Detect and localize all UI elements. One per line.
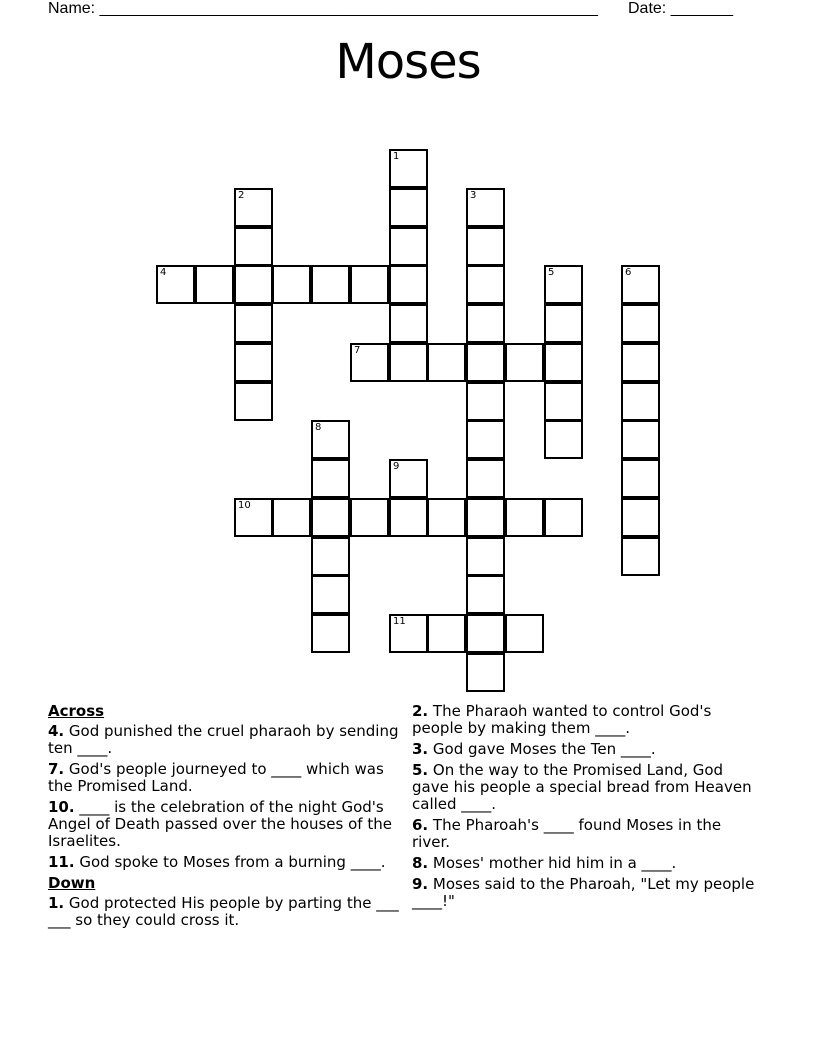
- grid-cell[interactable]: [389, 149, 428, 188]
- grid-cell[interactable]: [427, 343, 466, 382]
- cell-number: 11: [393, 616, 406, 627]
- grid-cell[interactable]: [350, 343, 389, 382]
- clue-across: [48, 854, 406, 871]
- clue-across: [48, 799, 406, 850]
- down-heading: Down: [48, 874, 96, 892]
- grid-cell[interactable]: [544, 265, 583, 304]
- grid-cell[interactable]: [389, 304, 428, 343]
- grid-cell[interactable]: [466, 343, 505, 382]
- clue-number: 8.: [412, 854, 429, 872]
- clue-down: [412, 876, 762, 910]
- clue-number: 6.: [412, 816, 429, 834]
- grid-cell[interactable]: [311, 498, 350, 537]
- grid-cell[interactable]: [466, 653, 505, 692]
- grid-cell[interactable]: [466, 498, 505, 537]
- grid-cell[interactable]: [389, 227, 428, 266]
- clue-down: [48, 895, 406, 929]
- cell-number: 2: [238, 190, 245, 201]
- grid-cell[interactable]: [311, 575, 350, 614]
- clue-text: The Pharoah's ____ found Moses in the river.: [412, 816, 722, 851]
- clue-number: 10.: [48, 798, 75, 816]
- grid-cell[interactable]: [466, 420, 505, 459]
- grid-cell[interactable]: [350, 498, 389, 537]
- clues-left-column: [48, 703, 406, 933]
- grid-cell[interactable]: [427, 614, 466, 653]
- date-field-label: Date: _______: [628, 0, 733, 17]
- grid-cell[interactable]: [544, 343, 583, 382]
- grid-cell[interactable]: [234, 304, 273, 343]
- grid-cell[interactable]: [505, 343, 544, 382]
- grid-cell[interactable]: [350, 265, 389, 304]
- clue-across: [48, 723, 406, 757]
- clues-right-column: [412, 703, 762, 914]
- grid-cell[interactable]: [466, 459, 505, 498]
- clue-number: 7.: [48, 760, 65, 778]
- grid-cell[interactable]: [389, 188, 428, 227]
- grid-cell[interactable]: [311, 420, 350, 459]
- cell-number: 4: [160, 267, 167, 278]
- grid-cell[interactable]: [621, 382, 660, 421]
- grid-cell[interactable]: [272, 265, 311, 304]
- clue-text: God punished the cruel pharaoh by sending ten ____.: [48, 722, 399, 757]
- grid-cell[interactable]: [544, 382, 583, 421]
- grid-cell[interactable]: [234, 188, 273, 227]
- clue-down: [412, 762, 762, 813]
- grid-cell[interactable]: [427, 498, 466, 537]
- clue-down: [412, 741, 762, 758]
- clue-number: 3.: [412, 740, 429, 758]
- cell-number: 8: [315, 422, 322, 433]
- grid-cell[interactable]: [466, 575, 505, 614]
- cell-number: 5: [548, 267, 555, 278]
- grid-cell[interactable]: [234, 343, 273, 382]
- grid-cell[interactable]: [234, 498, 273, 537]
- cell-number: 1: [393, 151, 400, 162]
- cell-number: 9: [393, 461, 400, 472]
- clue-text: On the way to the Promised Land, God gave his people a special bread from Heaven called ____.: [412, 761, 752, 813]
- clue-number: 4.: [48, 722, 65, 740]
- grid-cell[interactable]: [466, 382, 505, 421]
- grid-cell[interactable]: [621, 537, 660, 576]
- grid-cell[interactable]: [466, 537, 505, 576]
- grid-cell[interactable]: [389, 343, 428, 382]
- grid-cell[interactable]: [311, 537, 350, 576]
- clue-text: Moses said to the Pharoah, "Let my people ____!": [412, 875, 755, 910]
- clue-text: God gave Moses the Ten ____.: [432, 740, 656, 758]
- grid-cell[interactable]: [195, 265, 234, 304]
- clue-number: 2.: [412, 702, 429, 720]
- clue-number: 5.: [412, 761, 429, 779]
- grid-cell[interactable]: [544, 304, 583, 343]
- cell-number: 3: [470, 190, 477, 201]
- grid-cell[interactable]: [544, 498, 583, 537]
- clue-across: [48, 761, 406, 795]
- grid-cell[interactable]: [234, 227, 273, 266]
- clue-down: [412, 703, 762, 737]
- grid-cell[interactable]: [505, 498, 544, 537]
- clue-number: 11.: [48, 853, 75, 871]
- grid-cell[interactable]: [466, 188, 505, 227]
- clue-down: [412, 855, 762, 872]
- grid-cell[interactable]: [621, 459, 660, 498]
- grid-cell[interactable]: [311, 265, 350, 304]
- grid-cell[interactable]: [621, 498, 660, 537]
- grid-cell[interactable]: [505, 614, 544, 653]
- grid-cell[interactable]: [621, 265, 660, 304]
- grid-cell[interactable]: [311, 459, 350, 498]
- grid-cell[interactable]: [389, 498, 428, 537]
- grid-cell[interactable]: [621, 420, 660, 459]
- clue-text: God spoke to Moses from a burning ____.: [79, 853, 386, 871]
- cell-number: 10: [238, 500, 251, 511]
- grid-cell[interactable]: [311, 614, 350, 653]
- clue-number: 9.: [412, 875, 429, 893]
- grid-cell[interactable]: [466, 304, 505, 343]
- clue-number: 1.: [48, 894, 65, 912]
- grid-cell[interactable]: [234, 265, 273, 304]
- grid-cell[interactable]: [389, 459, 428, 498]
- clue-text: ____ is the celebration of the night God's Angel of Death passed over the houses of the Israelites.: [48, 798, 392, 850]
- grid-cell[interactable]: [466, 614, 505, 653]
- clue-text: God's people journeyed to ____ which was the Promised Land.: [48, 760, 384, 795]
- cell-number: 6: [625, 267, 632, 278]
- grid-cell[interactable]: [234, 382, 273, 421]
- grid-cell[interactable]: [621, 304, 660, 343]
- cell-number: 7: [354, 345, 361, 356]
- grid-cell[interactable]: [272, 498, 311, 537]
- grid-cell[interactable]: [389, 265, 428, 304]
- grid-cell[interactable]: [389, 614, 428, 653]
- name-field-label: Name: ________________________________________________________: [48, 0, 598, 17]
- grid-cell[interactable]: [621, 343, 660, 382]
- clue-text: God protected His people by parting the ___ ___ so they could cross it.: [48, 894, 399, 929]
- across-heading: Across: [48, 702, 105, 720]
- clue-down: [412, 817, 762, 851]
- grid-cell[interactable]: [466, 265, 505, 304]
- grid-cell[interactable]: [156, 265, 195, 304]
- grid-cell[interactable]: [544, 420, 583, 459]
- clue-text: The Pharaoh wanted to control God's people by making them ____.: [412, 702, 712, 737]
- page-title: Moses: [335, 34, 481, 90]
- grid-cell[interactable]: [466, 227, 505, 266]
- clue-text: Moses' mother hid him in a ____.: [432, 854, 677, 872]
